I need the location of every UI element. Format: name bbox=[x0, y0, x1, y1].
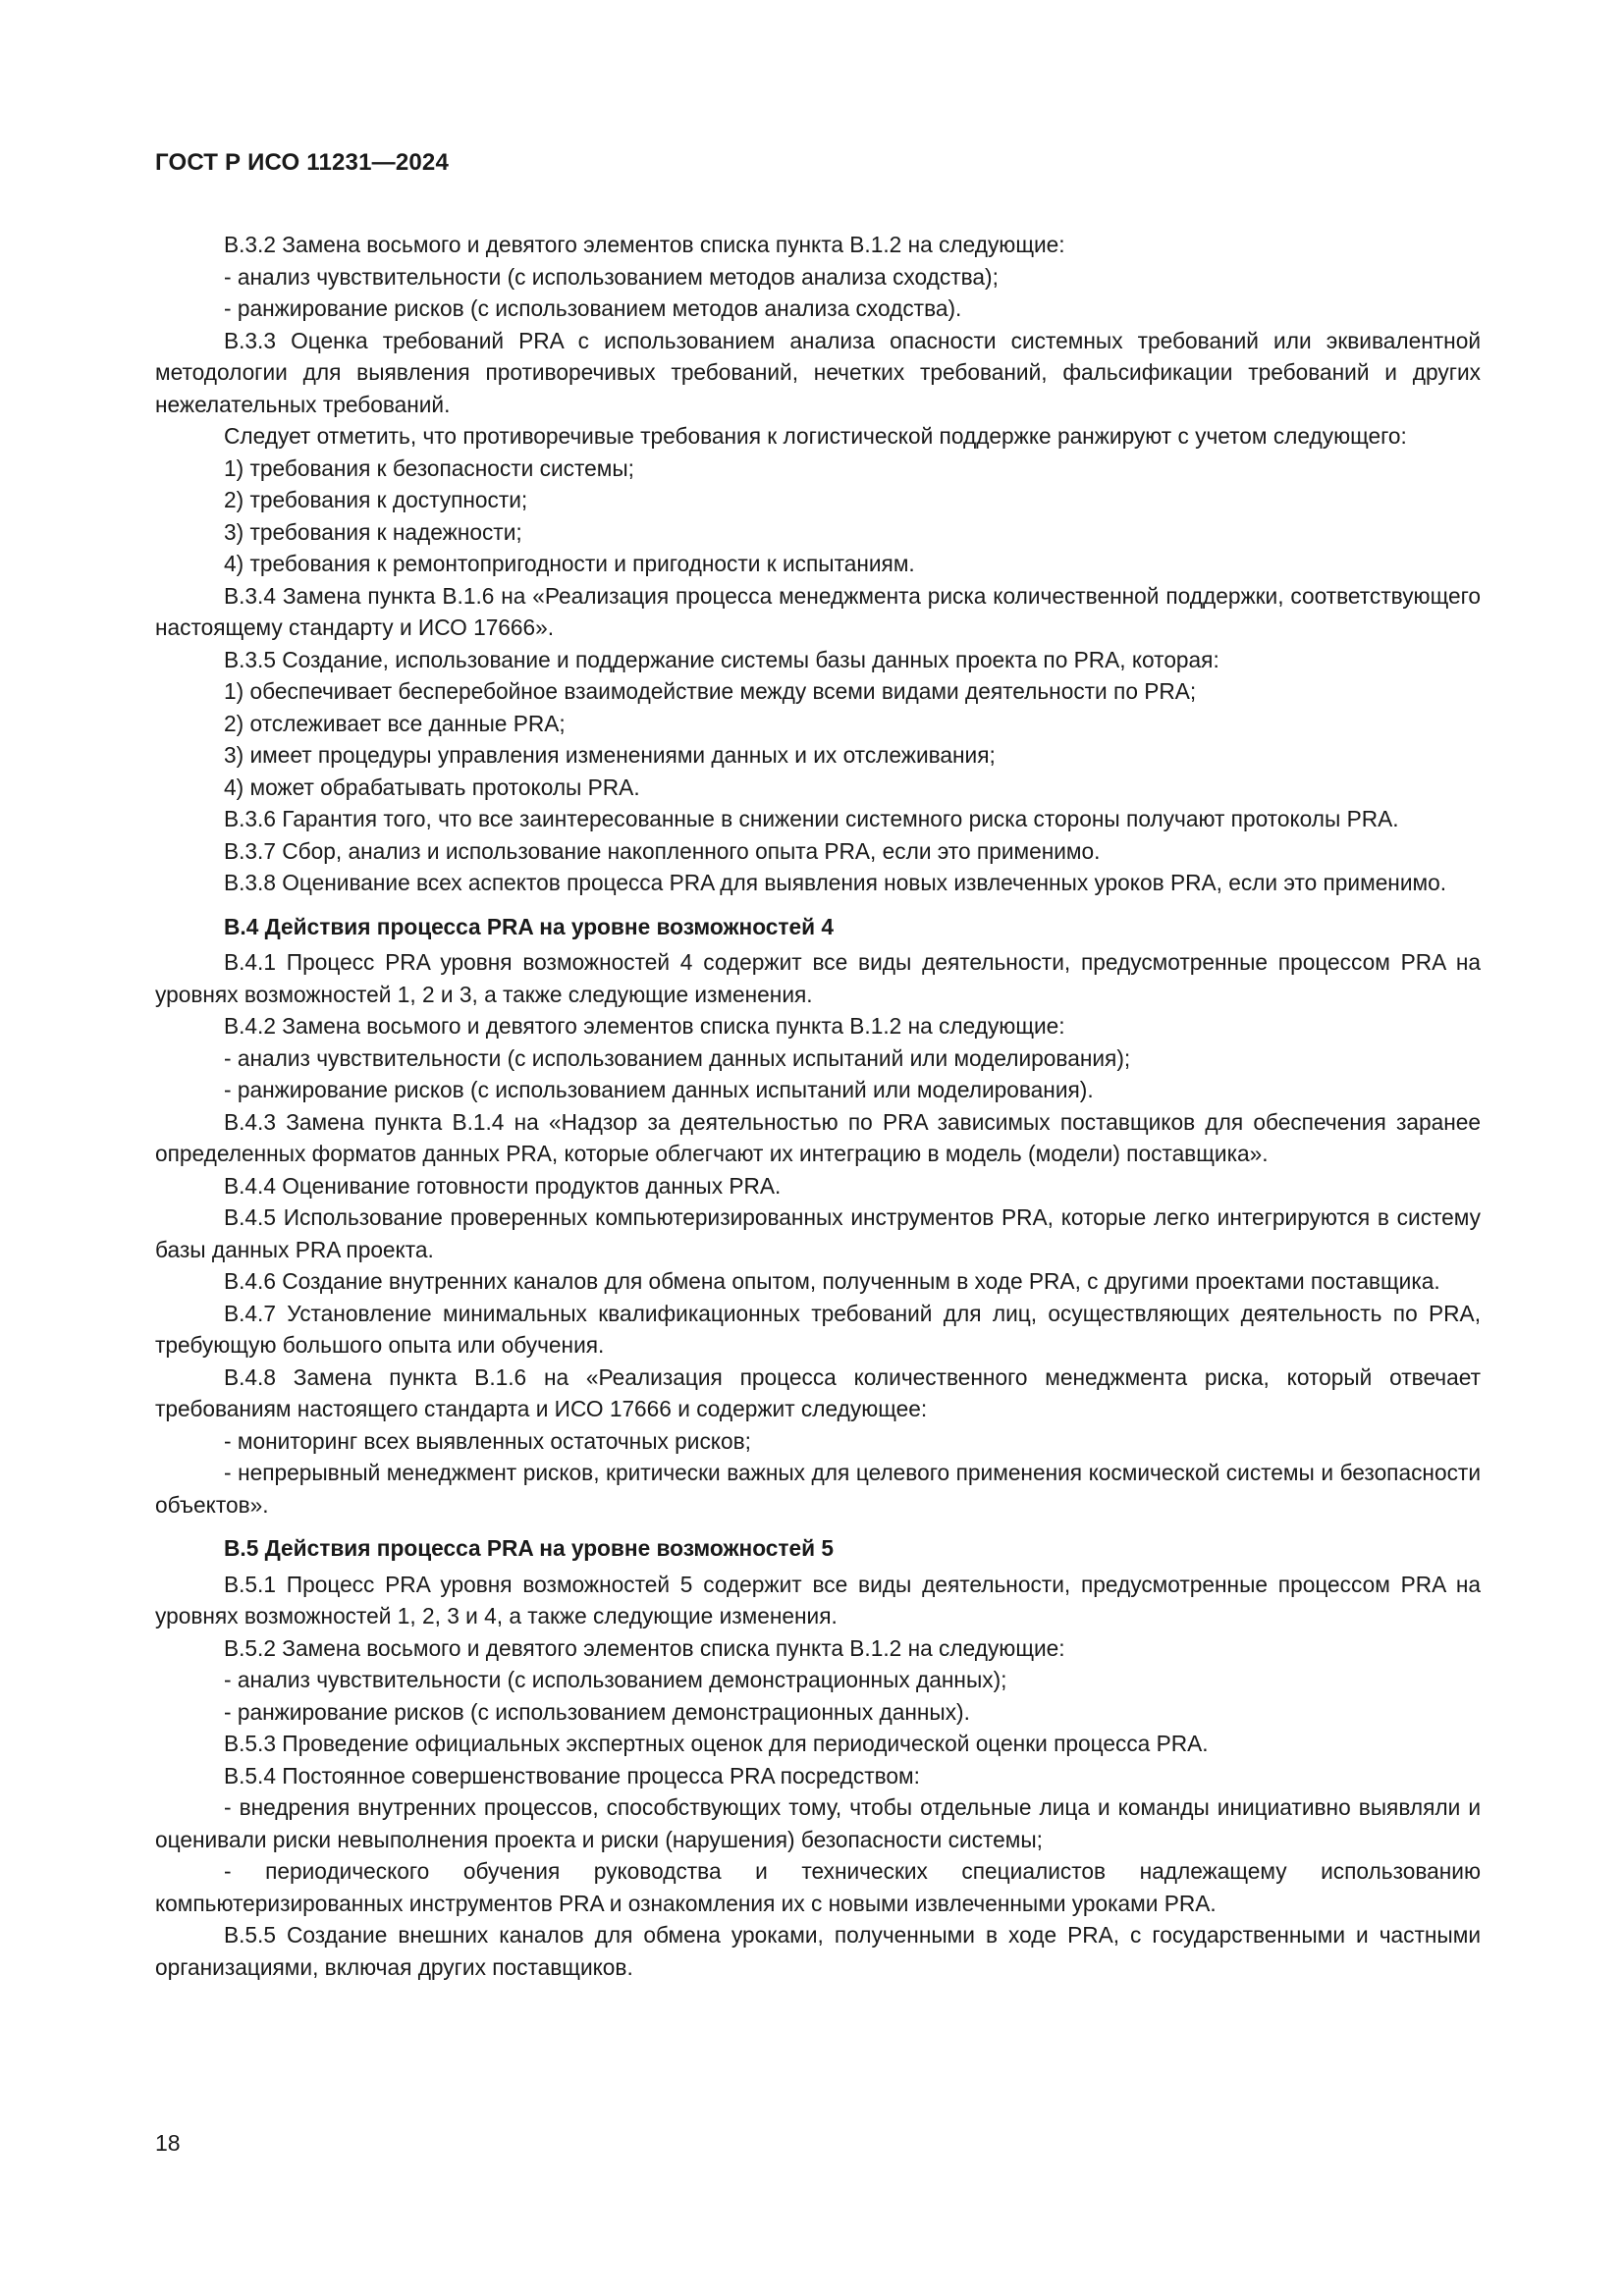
paragraph: B.4.7 Установление минимальных квалификационных требований для лиц, осуществляющих деятельность по PRA, требующую большого опыта или обучения. bbox=[155, 1300, 1481, 1358]
list-item: 4) требования к ремонтопригодности и пригодности к испытаниям. bbox=[224, 551, 915, 576]
paragraph: - ранжирование рисков (с использованием методов анализа сходства). bbox=[224, 295, 962, 321]
section-heading-b4: B.4 Действия процесса PRA на уровне возможностей 4 bbox=[224, 913, 835, 939]
paragraph: B.5.5 Создание внешних каналов для обмена уроками, полученными в ходе PRA, с государственными и частными организациями, включая других поставщиков. bbox=[155, 1922, 1481, 1980]
list-item: 1) требования к безопасности системы; bbox=[224, 454, 634, 481]
paragraph: B.4.6 Создание внутренних каналов для обмена опытом, полученным в ходе PRA, с другими проектами поставщика. bbox=[224, 1268, 1440, 1294]
paragraph: B.4.4 Оценивание готовности продуктов данных PRA. bbox=[224, 1172, 782, 1199]
document-body bbox=[155, 229, 1481, 1983]
list-item: - непрерывный менеджмент рисков, критически важных для целевого применения космической системы и безопасности объектов». bbox=[155, 1460, 1481, 1518]
list-item: - мониторинг всех выявленных остаточных рисков; bbox=[224, 1427, 751, 1454]
paragraph: B.3.2 Замена восьмого и девятого элементов списка пункта B.1.2 на следующие: bbox=[224, 232, 1065, 257]
paragraph: B.4.1 Процесс PRA уровня возможностей 4 содержит все виды деятельности, предусмотренные процессом PRA на уровнях возможностей 1, 2 и 3, а также следующие изменения. bbox=[155, 949, 1481, 1007]
list-item: 1) обеспечивает бесперебойное взаимодействие между всеми видами деятельности по PRA; bbox=[224, 678, 1197, 704]
list-item: - внедрения внутренних процессов, способствующих тому, чтобы отдельные лица и команды инициативно выявляли и оценивали риски невыполнения проекта и риски (нарушения) безопасности системы; bbox=[155, 1794, 1481, 1852]
paragraph: B.4.8 Замена пункта B.1.6 на «Реализация процесса количественного менеджмента риска, который отвечает требованиям настоящего стандарта и ИСО 17666 и содержит следующее: bbox=[155, 1363, 1481, 1421]
document-header-title: ГОСТ Р ИСО 11231—2024 bbox=[155, 149, 450, 176]
list-item: 3) имеет процедуры управления изменениями данных и их отслеживания; bbox=[224, 742, 996, 768]
section-heading-b5: B.5 Действия процесса PRA на уровне возможностей 5 bbox=[224, 1535, 835, 1561]
list-item: - ранжирование рисков (с использованием демонстрационных данных). bbox=[224, 1698, 970, 1725]
paragraph: B.3.7 Сбор, анализ и использование накопленного опыта PRA, если это применимо. bbox=[224, 837, 1101, 864]
list-item: - анализ чувствительности (с использованием данных испытаний или моделирования); bbox=[224, 1044, 1131, 1071]
paragraph: B.3.6 Гарантия того, что все заинтересованные в снижении системного риска стороны получают протоколы PRA. bbox=[224, 806, 1399, 831]
paragraph: B.5.3 Проведение официальных экспертных оценок для периодической оценки процесса PRA. bbox=[224, 1731, 1209, 1756]
paragraph: B.4.3 Замена пункта B.1.4 на «Надзор за деятельностью по PRA зависимых поставщиков для обеспечения заранее определенных форматов данных PRA, которые облегчают их интеграцию в модель (модели) поставщика». bbox=[155, 1108, 1481, 1166]
paragraph: - анализ чувствительности (с использованием методов анализа сходства); bbox=[224, 263, 999, 290]
paragraph: B.3.4 Замена пункта B.1.6 на «Реализация процесса менеджмента риска количественной поддержки, соответствующего настоящему стандарту и ИСО 17666». bbox=[155, 582, 1481, 640]
list-item: - анализ чувствительности (с использованием демонстрационных данных); bbox=[224, 1667, 1007, 1692]
paragraph: Следует отметить, что противоречивые требования к логистической поддержке ранжируют с учетом следующего: bbox=[224, 423, 1407, 449]
paragraph: B.5.4 Постоянное совершенствование процесса PRA посредством: bbox=[224, 1762, 920, 1789]
list-item: - периодического обучения руководства и технических специалистов надлежащему использованию компьютеризированных инструментов PRA и ознакомления их с новыми извлеченными уроками PRA. bbox=[155, 1858, 1481, 1916]
paragraph: B.5.1 Процесс PRA уровня возможностей 5 содержит все виды деятельности, предусмотренные процессом PRA на уровнях возможностей 1, 2, 3 и 4, а также следующие изменения. bbox=[155, 1571, 1481, 1629]
paragraph: B.3.5 Создание, использование и поддержание системы базы данных проекта по PRA, которая: bbox=[224, 646, 1219, 672]
list-item: 3) требования к надежности; bbox=[224, 518, 522, 545]
paragraph: B.4.5 Использование проверенных компьютеризированных инструментов PRA, которые легко интегрируются в систему базы данных PRA проекта. bbox=[155, 1204, 1481, 1262]
page-number: 18 bbox=[155, 2130, 181, 2156]
paragraph: B.3.3 Оценка требований PRA с использованием анализа опасности системных требований или эквивалентной методологии для выявления противоречивых требований, нечетких требований, фальсификации требований и других нежелательных требований. bbox=[155, 327, 1481, 417]
list-item: - ранжирование рисков (с использованием данных испытаний или моделирования). bbox=[224, 1077, 1094, 1102]
paragraph: B.4.2 Замена восьмого и девятого элементов списка пункта B.1.2 на следующие: bbox=[224, 1013, 1065, 1039]
list-item: 2) требования к доступности; bbox=[224, 487, 528, 512]
list-item: 4) может обрабатывать протоколы PRA. bbox=[224, 774, 640, 800]
paragraph: B.3.8 Оценивание всех аспектов процесса PRA для выявления новых извлеченных уроков PRA, если это применимо. bbox=[224, 870, 1447, 895]
list-item: 2) отслеживает все данные PRA; bbox=[224, 710, 566, 736]
paragraph: B.5.2 Замена восьмого и девятого элементов списка пункта B.1.2 на следующие: bbox=[224, 1634, 1065, 1661]
